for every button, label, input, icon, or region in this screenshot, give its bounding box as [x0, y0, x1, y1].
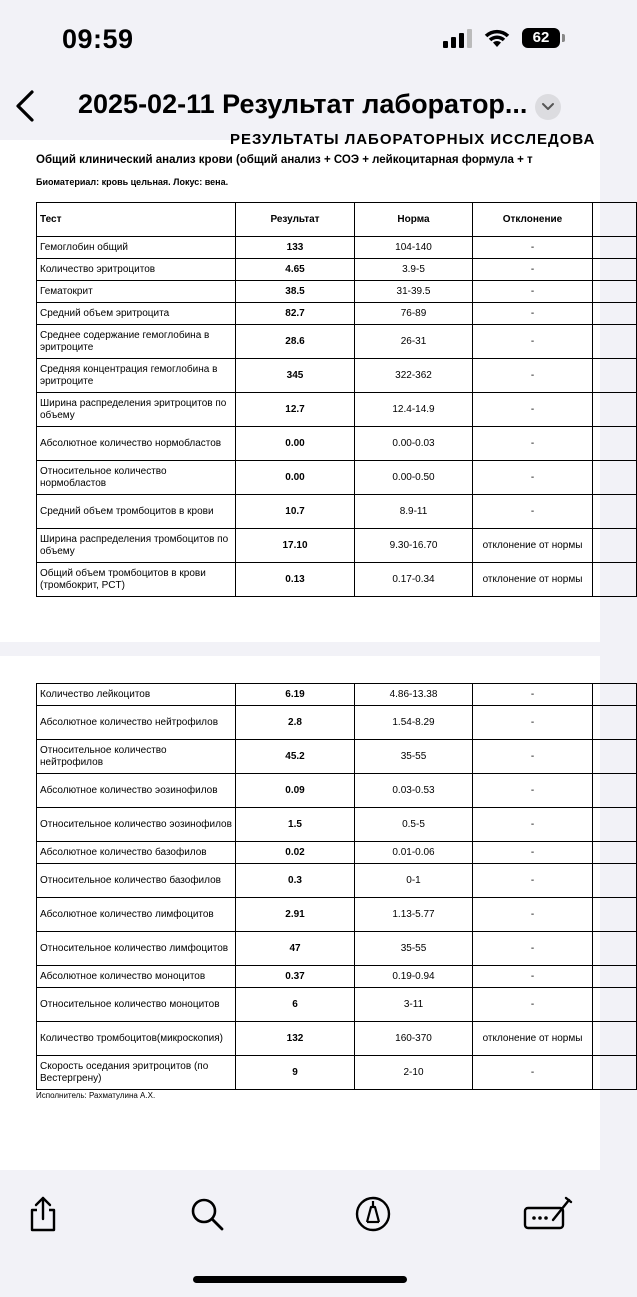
cell-extra: [593, 563, 637, 597]
column-header-result: Результат: [236, 203, 355, 237]
cell-extra: [593, 393, 637, 427]
cell-norm: 8.9-11: [355, 495, 473, 529]
cell-norm: 0.01-0.06: [355, 842, 473, 864]
cell-result: 45.2: [236, 740, 355, 774]
cell-extra: [593, 842, 637, 864]
cell-result: 0.09: [236, 774, 355, 808]
cell-norm: 12.4-14.9: [355, 393, 473, 427]
table-row: [37, 774, 637, 808]
cell-test-name: Количество тромбоцитов(микроскопия): [37, 1022, 236, 1056]
cell-deviation: -: [473, 461, 593, 495]
cell-deviation: -: [473, 988, 593, 1022]
table-row: [37, 684, 637, 706]
report-header: РЕЗУЛЬТАТЫ ЛАБОРАТОРНЫХ ИССЛЕДОВА: [230, 131, 596, 148]
bottom-toolbar: [0, 1170, 600, 1297]
cell-result: 47: [236, 932, 355, 966]
cell-test-name: Среднее содержание гемоглобина в эритроците: [37, 325, 236, 359]
cell-norm: 104-140: [355, 237, 473, 259]
cell-deviation: -: [473, 303, 593, 325]
column-header-extra: [593, 203, 637, 237]
table-row: [37, 563, 637, 597]
table-row: [37, 281, 637, 303]
status-time: 09:59: [62, 24, 134, 54]
column-header-test: Тест: [37, 203, 236, 237]
cell-result: 28.6: [236, 325, 355, 359]
cell-extra: [593, 898, 637, 932]
table-row: [37, 1056, 637, 1090]
cell-deviation: -: [473, 325, 593, 359]
back-chevron-icon[interactable]: [10, 86, 40, 126]
table-row: [37, 898, 637, 932]
cell-test-name: Количество эритроцитов: [37, 259, 236, 281]
cell-norm: 26-31: [355, 325, 473, 359]
table-row: [37, 529, 637, 563]
cell-deviation: отклонение от нормы: [473, 1022, 593, 1056]
cell-result: 345: [236, 359, 355, 393]
cell-test-name: Ширина распределения эритроцитов по объему: [37, 393, 236, 427]
table-row: [37, 259, 637, 281]
cell-norm: 9.30-16.70: [355, 529, 473, 563]
table-row: [37, 427, 637, 461]
cell-deviation: -: [473, 842, 593, 864]
cell-result: 17.10: [236, 529, 355, 563]
markup-pen-icon: [354, 1195, 392, 1233]
table-row: [37, 740, 637, 774]
cell-extra: [593, 774, 637, 808]
cell-extra: [593, 740, 637, 774]
search-button[interactable]: [185, 1192, 229, 1236]
battery-icon: 62: [522, 28, 560, 48]
cell-result: 0.13: [236, 563, 355, 597]
search-icon: [189, 1196, 225, 1232]
wifi-icon: [484, 28, 510, 48]
cell-test-name: Гемоглобин общий: [37, 237, 236, 259]
status-icons: [443, 28, 560, 48]
cell-test-name: Относительное количество эозинофилов: [37, 808, 236, 842]
cell-extra: [593, 684, 637, 706]
cell-deviation: -: [473, 393, 593, 427]
title-menu-button[interactable]: [535, 94, 561, 120]
cell-norm: 35-55: [355, 740, 473, 774]
results-table-2: [36, 683, 637, 1090]
cellular-signal-icon: [443, 28, 472, 48]
cell-test-name: Общий объем тромбоцитов в крови (тромбокрит, PCT): [37, 563, 236, 597]
cell-test-name: Относительное количество нейтрофилов: [37, 740, 236, 774]
cell-test-name: Скорость оседания эритроцитов (по Вестергрену): [37, 1056, 236, 1090]
table-row: [37, 461, 637, 495]
executor-line: Исполнитель: Рахматулина А.Х.: [36, 1091, 156, 1100]
cell-norm: 0.19-0.94: [355, 966, 473, 988]
cell-result: 6: [236, 988, 355, 1022]
cell-extra: [593, 237, 637, 259]
cell-norm: 0.5-5: [355, 808, 473, 842]
cell-extra: [593, 303, 637, 325]
cell-test-name: Относительное количество базофилов: [37, 864, 236, 898]
cell-extra: [593, 706, 637, 740]
cell-extra: [593, 988, 637, 1022]
cell-norm: 35-55: [355, 932, 473, 966]
cell-result: 38.5: [236, 281, 355, 303]
cell-deviation: -: [473, 966, 593, 988]
cell-extra: [593, 864, 637, 898]
status-bar: [0, 0, 600, 78]
cell-norm: 160-370: [355, 1022, 473, 1056]
cell-deviation: -: [473, 259, 593, 281]
form-fill-icon: [523, 1196, 573, 1232]
table-row: [37, 359, 637, 393]
cell-deviation: -: [473, 864, 593, 898]
cell-norm: 322-362: [355, 359, 473, 393]
form-fill-button[interactable]: [522, 1192, 574, 1236]
cell-norm: 1.13-5.77: [355, 898, 473, 932]
column-header-deviation: Отклонение: [473, 203, 593, 237]
cell-extra: [593, 359, 637, 393]
table-row: [37, 864, 637, 898]
cell-norm: 0-1: [355, 864, 473, 898]
cell-test-name: Гематокрит: [37, 281, 236, 303]
cell-norm: 0.00-0.50: [355, 461, 473, 495]
cell-result: 2.8: [236, 706, 355, 740]
cell-result: 10.7: [236, 495, 355, 529]
table-row: [37, 932, 637, 966]
cell-result: 1.5: [236, 808, 355, 842]
table-row: [37, 393, 637, 427]
cell-deviation: -: [473, 359, 593, 393]
cell-norm: 0.00-0.03: [355, 427, 473, 461]
table-row: [37, 842, 637, 864]
cell-norm: 4.86-13.38: [355, 684, 473, 706]
chevron-down-icon: [541, 102, 555, 112]
cell-norm: 3-11: [355, 988, 473, 1022]
cell-deviation: -: [473, 898, 593, 932]
cell-extra: [593, 427, 637, 461]
cell-extra: [593, 281, 637, 303]
table-row: [37, 988, 637, 1022]
cell-deviation: -: [473, 774, 593, 808]
results-table-1: [36, 202, 637, 597]
cell-result: 133: [236, 237, 355, 259]
table-row: [37, 1022, 637, 1056]
cell-test-name: Ширина распределения тромбоцитов по объему: [37, 529, 236, 563]
cell-result: 0.37: [236, 966, 355, 988]
cell-extra: [593, 932, 637, 966]
document-page-1: [0, 131, 600, 642]
cell-extra: [593, 1022, 637, 1056]
cell-deviation: -: [473, 740, 593, 774]
cell-extra: [593, 529, 637, 563]
cell-result: 2.91: [236, 898, 355, 932]
cell-norm: 76-89: [355, 303, 473, 325]
cell-test-name: Относительное количество лимфоцитов: [37, 932, 236, 966]
cell-deviation: -: [473, 932, 593, 966]
cell-extra: [593, 808, 637, 842]
cell-deviation: -: [473, 281, 593, 303]
biomaterial-line: Биоматериал: кровь цельная. Локус: вена.: [36, 177, 229, 187]
cell-deviation: -: [473, 706, 593, 740]
share-icon: [26, 1195, 60, 1233]
cell-deviation: -: [473, 808, 593, 842]
table-row: [37, 495, 637, 529]
cell-test-name: Абсолютное количество нормобластов: [37, 427, 236, 461]
cell-deviation: отклонение от нормы: [473, 563, 593, 597]
share-button[interactable]: [21, 1192, 65, 1236]
cell-result: 0.00: [236, 461, 355, 495]
cell-norm: 1.54-8.29: [355, 706, 473, 740]
cell-deviation: -: [473, 495, 593, 529]
cell-norm: 0.17-0.34: [355, 563, 473, 597]
cell-norm: 2-10: [355, 1056, 473, 1090]
cell-deviation: -: [473, 1056, 593, 1090]
cell-test-name: Абсолютное количество эозинофилов: [37, 774, 236, 808]
cell-result: 0.02: [236, 842, 355, 864]
cell-extra: [593, 495, 637, 529]
cell-test-name: Абсолютное количество лимфоцитов: [37, 898, 236, 932]
table-row: [37, 808, 637, 842]
cell-test-name: Средняя концентрация гемоглобина в эритроците: [37, 359, 236, 393]
table-row: [37, 706, 637, 740]
markup-button[interactable]: [351, 1192, 395, 1236]
table-header-row: [37, 203, 637, 237]
cell-test-name: Относительное количество моноцитов: [37, 988, 236, 1022]
cell-deviation: -: [473, 684, 593, 706]
cell-deviation: -: [473, 427, 593, 461]
cell-extra: [593, 259, 637, 281]
cell-result: 4.65: [236, 259, 355, 281]
document-title[interactable]: 2025-02-11 Результат лаборатор...: [78, 89, 528, 119]
home-indicator: [193, 1276, 407, 1283]
cell-deviation: отклонение от нормы: [473, 529, 593, 563]
cell-result: 12.7: [236, 393, 355, 427]
analysis-title: Общий клинический анализ крови (общий анализ + СОЭ + лейкоцитарная формула + т: [36, 154, 533, 166]
cell-extra: [593, 461, 637, 495]
table-row: [37, 966, 637, 988]
cell-test-name: Абсолютное количество нейтрофилов: [37, 706, 236, 740]
document-page-2: [0, 656, 600, 1170]
cell-deviation: -: [473, 237, 593, 259]
cell-result: 9: [236, 1056, 355, 1090]
cell-test-name: Средний объем тромбоцитов в крови: [37, 495, 236, 529]
cell-result: 82.7: [236, 303, 355, 325]
table-row: [37, 303, 637, 325]
cell-result: 132: [236, 1022, 355, 1056]
cell-norm: 3.9-5: [355, 259, 473, 281]
cell-test-name: Абсолютное количество моноцитов: [37, 966, 236, 988]
cell-norm: 31-39.5: [355, 281, 473, 303]
cell-result: 0.00: [236, 427, 355, 461]
cell-test-name: Количество лейкоцитов: [37, 684, 236, 706]
cell-result: 0.3: [236, 864, 355, 898]
cell-result: 6.19: [236, 684, 355, 706]
cell-extra: [593, 1056, 637, 1090]
cell-extra: [593, 966, 637, 988]
cell-norm: 0.03-0.53: [355, 774, 473, 808]
table-row: [37, 237, 637, 259]
cell-test-name: Относительное количество нормобластов: [37, 461, 236, 495]
cell-test-name: Абсолютное количество базофилов: [37, 842, 236, 864]
cell-test-name: Средний объем эритроцита: [37, 303, 236, 325]
table-row: [37, 325, 637, 359]
cell-extra: [593, 325, 637, 359]
column-header-norm: Норма: [355, 203, 473, 237]
